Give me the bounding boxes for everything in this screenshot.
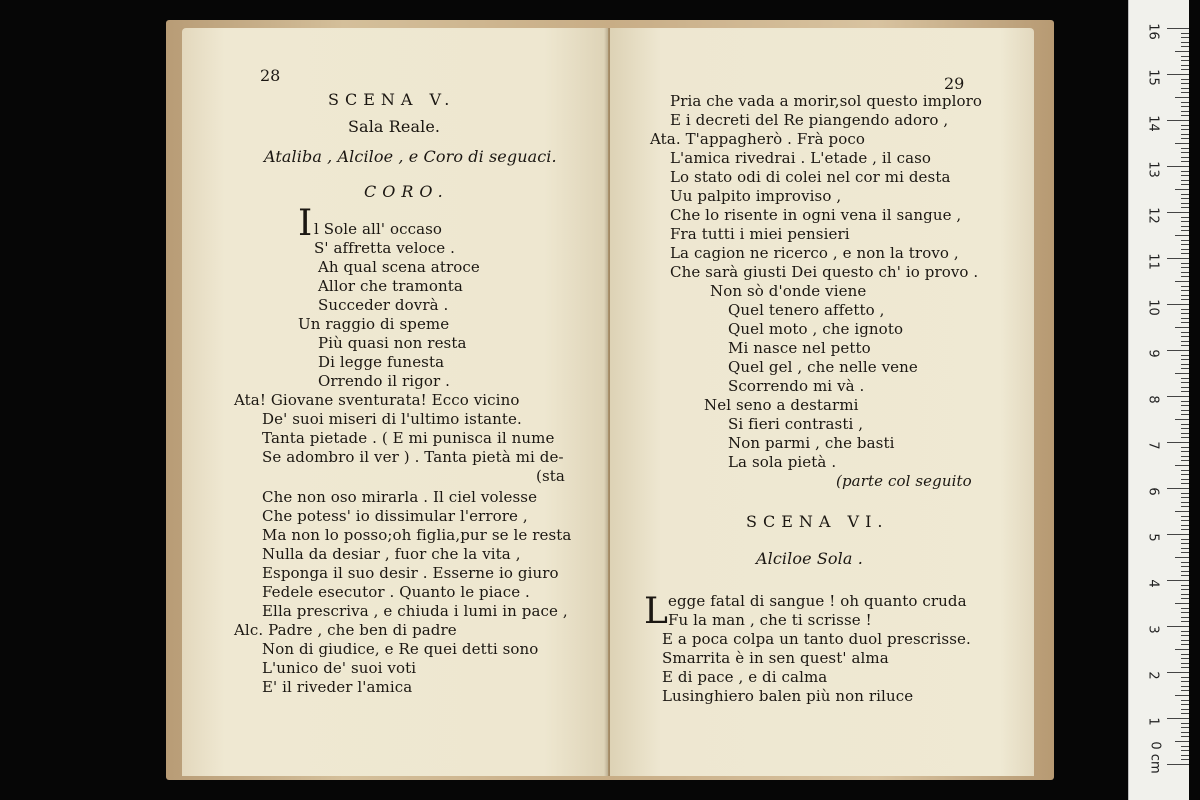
ruler-tick — [1181, 378, 1189, 379]
ruler-tick — [1181, 529, 1189, 530]
ruler-tick — [1181, 37, 1189, 38]
ruler-number: 8 — [1145, 395, 1161, 404]
text-line: Ella prescriva , e chiuda i lumi in pace , — [262, 602, 568, 620]
text-line: Ata! Giovane sventurata! Ecco vicino — [234, 391, 520, 409]
ruler-tick — [1181, 497, 1189, 498]
scene-title: SCENA V. — [328, 90, 456, 109]
ruler-tick — [1181, 33, 1189, 34]
ruler-tick — [1181, 102, 1189, 103]
ruler-tick — [1181, 539, 1189, 540]
ruler-tick — [1181, 267, 1189, 268]
text-line: E a poca colpa un tanto duol prescrisse. — [662, 630, 971, 648]
ruler-tick — [1181, 83, 1189, 84]
ruler-tick — [1181, 750, 1189, 751]
ruler-tick — [1181, 171, 1189, 172]
text-line: S' affretta veloce . — [314, 239, 456, 257]
ruler-tick — [1175, 189, 1189, 190]
ruler-tick — [1181, 401, 1189, 402]
ruler-tick — [1181, 148, 1189, 149]
ruler-tick — [1167, 580, 1189, 581]
ruler-tick — [1181, 612, 1189, 613]
ruler-tick — [1181, 428, 1189, 429]
ruler-tick — [1175, 603, 1189, 604]
scene-characters: Ataliba , Alciloe , e Coro di seguaci. — [264, 147, 557, 166]
ruler-tick — [1181, 65, 1189, 66]
ruler-tick — [1181, 56, 1189, 57]
text-line: Ah qual scena atroce — [318, 258, 480, 276]
text-line: De' suoi miseri di l'ultimo istante. — [262, 410, 522, 428]
ruler-tick — [1181, 129, 1189, 130]
ruler-tick — [1181, 152, 1189, 153]
ruler-tick — [1167, 488, 1189, 489]
text-line: Non parmi , che basti — [728, 434, 895, 452]
ruler-tick — [1175, 51, 1189, 52]
ruler-number: 10 — [1145, 299, 1161, 316]
ruler-tick — [1167, 672, 1189, 673]
ruler-tick — [1181, 451, 1189, 452]
ruler-tick — [1181, 681, 1189, 682]
ruler-tick — [1181, 755, 1189, 756]
ruler-tick — [1181, 635, 1189, 636]
ruler-tick — [1181, 654, 1189, 655]
ruler-tick — [1181, 470, 1189, 471]
ruler-tick — [1181, 217, 1189, 218]
ruler-tick — [1181, 263, 1189, 264]
ruler-tick — [1181, 88, 1189, 89]
text-line: Mi nasce nel petto — [728, 339, 871, 357]
text-line: E di pace , e di calma — [662, 668, 828, 686]
ruler-tick — [1181, 552, 1189, 553]
ruler-tick — [1181, 405, 1189, 406]
right-page — [610, 28, 1034, 776]
ruler-tick — [1181, 424, 1189, 425]
ruler-tick — [1181, 732, 1189, 733]
ruler-tick — [1181, 203, 1189, 204]
ruler-tick — [1181, 460, 1189, 461]
ruler-tick — [1167, 28, 1189, 29]
ruler-number: 5 — [1145, 533, 1161, 542]
text-line: Tanta pietade . ( E mi punisca il nume — [262, 429, 555, 447]
ruler-tick — [1167, 212, 1189, 213]
ruler-tick — [1167, 166, 1189, 167]
ruler-tick — [1167, 534, 1189, 535]
ruler-tick — [1181, 410, 1189, 411]
ruler-tick — [1181, 226, 1189, 227]
ruler-tick — [1181, 575, 1189, 576]
text-line: Alc. Padre , che ben di padre — [234, 621, 457, 639]
ruler-tick — [1181, 493, 1189, 494]
text-line: Quel tenero affetto , — [728, 301, 885, 319]
ruler-tick — [1175, 235, 1189, 236]
ruler-tick — [1181, 571, 1189, 572]
text-line: Che sarà giusti Dei questo ch' io provo . — [670, 263, 979, 281]
ruler-tick — [1167, 258, 1189, 259]
scene-setting: Sala Reale. — [348, 117, 441, 136]
ruler-tick — [1181, 548, 1189, 549]
ruler-tick — [1181, 249, 1189, 250]
ruler-tick — [1181, 727, 1189, 728]
ruler-tick — [1167, 120, 1189, 121]
ruler-tick — [1181, 677, 1189, 678]
ruler-tick — [1175, 97, 1189, 98]
text-line: Nel seno a destarmi — [704, 396, 859, 414]
ruler-tick — [1181, 640, 1189, 641]
text-line: Che lo risente in ogni vena il sangue , — [670, 206, 962, 224]
ruler-tick — [1181, 272, 1189, 273]
text-line: Più quasi non resta — [318, 334, 467, 352]
ruler-number: 0 cm — [1147, 741, 1163, 774]
ruler-tick — [1181, 92, 1189, 93]
ruler-number: 15 — [1145, 69, 1161, 86]
ruler-tick — [1181, 198, 1189, 199]
ruler-tick — [1181, 456, 1189, 457]
ruler-tick — [1181, 433, 1189, 434]
ruler-tick — [1175, 557, 1189, 558]
ruler-tick — [1175, 511, 1189, 512]
page-number: 28 — [260, 66, 281, 85]
text-line: Quel moto , che ignoto — [728, 320, 904, 338]
ruler-tick — [1181, 483, 1189, 484]
text-line: Che potess' io dissimular l'errore , — [262, 507, 528, 525]
ruler-tick — [1181, 713, 1189, 714]
ruler-tick — [1181, 318, 1189, 319]
ruler-tick — [1167, 442, 1189, 443]
ruler-tick — [1181, 502, 1189, 503]
ruler-tick — [1181, 286, 1189, 287]
ruler-tick — [1175, 373, 1189, 374]
ruler-tick — [1175, 143, 1189, 144]
ruler-tick — [1181, 111, 1189, 112]
ruler-tick — [1181, 276, 1189, 277]
ruler-tick — [1181, 290, 1189, 291]
page-number: 29 — [944, 74, 965, 93]
ruler-tick — [1181, 79, 1189, 80]
ruler-tick — [1181, 387, 1189, 388]
text-line: E i decreti del Re piangendo adoro , — [670, 111, 949, 129]
ruler-tick — [1181, 240, 1189, 241]
ruler-tick — [1181, 106, 1189, 107]
ruler-tick — [1181, 359, 1189, 360]
ruler-tick — [1175, 465, 1189, 466]
text-line: L'unico de' suoi voti — [262, 659, 417, 677]
text-line: Uu palpito improviso , — [670, 187, 842, 205]
ruler-number: 13 — [1145, 161, 1161, 178]
ruler-tick — [1181, 658, 1189, 659]
ruler-number: 7 — [1145, 441, 1161, 450]
ruler-tick — [1181, 631, 1189, 632]
ruler-tick — [1181, 355, 1189, 356]
text-line: (sta — [536, 467, 565, 485]
ruler-tick — [1181, 644, 1189, 645]
text-line: Pria che vada a morir,sol questo imploro — [670, 92, 983, 110]
ruler-tick — [1181, 617, 1189, 618]
ruler-tick — [1175, 419, 1189, 420]
ruler-tick — [1181, 253, 1189, 254]
ruler-tick — [1181, 414, 1189, 415]
ruler-tick — [1181, 180, 1189, 181]
ruler-tick — [1181, 525, 1189, 526]
ruler-number: 6 — [1145, 487, 1161, 496]
text-line: Orrendo il rigor . — [318, 372, 451, 390]
ruler-tick — [1181, 663, 1189, 664]
text-line: Allor che tramonta — [318, 277, 463, 295]
ruler-tick — [1167, 304, 1189, 305]
text-line: Smarrita è in sen quest' alma — [662, 649, 889, 667]
ruler-tick — [1181, 391, 1189, 392]
ruler-tick — [1181, 704, 1189, 705]
ruler-tick — [1181, 46, 1189, 47]
ruler-tick — [1181, 736, 1189, 737]
ruler-tick — [1167, 396, 1189, 397]
ruler-tick — [1181, 589, 1189, 590]
ruler-tick — [1181, 474, 1189, 475]
text-line: egge fatal di sangue ! oh quanto cruda — [668, 592, 967, 610]
ruler-tick — [1181, 608, 1189, 609]
ruler-tick — [1175, 281, 1189, 282]
ruler-tick — [1181, 341, 1189, 342]
ruler-tick — [1181, 207, 1189, 208]
ruler-tick — [1181, 723, 1189, 724]
ruler-tick — [1181, 506, 1189, 507]
ruler-number: 12 — [1145, 207, 1161, 224]
text-line: Non sò d'onde viene — [710, 282, 867, 300]
text-line: Un raggio di speme — [298, 315, 450, 333]
ruler-tick — [1181, 479, 1189, 480]
ruler-tick — [1167, 626, 1189, 627]
ruler-number: 9 — [1145, 349, 1161, 358]
scene-setting: Alciloe Sola . — [756, 549, 863, 568]
text-line: Nulla da desiar , fuor che la vita , — [262, 545, 521, 563]
ruler-tick — [1181, 161, 1189, 162]
ruler-tick — [1167, 764, 1189, 765]
ruler-tick — [1181, 60, 1189, 61]
text-line: Ata. T'appagherò . Frà poco — [650, 130, 865, 148]
ruler-tick — [1181, 598, 1189, 599]
ruler-tick — [1181, 437, 1189, 438]
text-line: Non di giudice, e Re quei detti sono — [262, 640, 539, 658]
ruler-tick — [1181, 594, 1189, 595]
ruler-tick — [1181, 221, 1189, 222]
ruler-tick — [1181, 244, 1189, 245]
ruler-tick — [1181, 543, 1189, 544]
ruler-tick — [1181, 42, 1189, 43]
ruler-tick — [1181, 690, 1189, 691]
ruler-number: 3 — [1145, 625, 1161, 634]
text-line: Quel gel , che nelle vene — [728, 358, 918, 376]
text-line: Succeder dovrà . — [318, 296, 449, 314]
ruler-tick — [1181, 520, 1189, 521]
ruler-tick — [1181, 299, 1189, 300]
left-page — [182, 28, 608, 776]
ruler-tick — [1181, 230, 1189, 231]
ruler-tick — [1181, 184, 1189, 185]
drop-cap: L — [644, 591, 668, 632]
ruler-tick — [1181, 709, 1189, 710]
ruler-tick — [1181, 686, 1189, 687]
text-line: Fedele esecutor . Quanto le piace . — [262, 583, 530, 601]
ruler-tick — [1167, 74, 1189, 75]
ruler-tick — [1181, 194, 1189, 195]
text-line: Lusinghiero balen più non riluce — [662, 687, 914, 705]
ruler-tick — [1181, 447, 1189, 448]
ruler-number: 2 — [1145, 671, 1161, 680]
ruler-number: 11 — [1145, 253, 1161, 270]
ruler-tick — [1181, 175, 1189, 176]
ruler-tick — [1181, 364, 1189, 365]
ruler-tick — [1181, 700, 1189, 701]
text-line: Scorrendo mi và . — [728, 377, 865, 395]
ruler-tick — [1181, 562, 1189, 563]
ruler-tick — [1181, 134, 1189, 135]
text-line: Ma non lo posso;oh figlia,pur se le resta — [262, 526, 572, 544]
ruler-tick — [1181, 69, 1189, 70]
ruler-tick — [1181, 746, 1189, 747]
ruler-tick — [1181, 759, 1189, 760]
text-line: (parte col seguito — [836, 472, 972, 490]
ruler-tick — [1181, 345, 1189, 346]
ruler-tick — [1181, 313, 1189, 314]
ruler-tick — [1181, 157, 1189, 158]
text-line: La cagion ne ricerco , e non la trovo , — [670, 244, 959, 262]
text-line: Fra tutti i miei pensieri — [670, 225, 850, 243]
ruler-tick — [1181, 115, 1189, 116]
ruler-tick — [1181, 585, 1189, 586]
measuring-ruler — [1128, 0, 1189, 800]
ruler-number: 16 — [1145, 23, 1161, 40]
ruler-tick — [1181, 138, 1189, 139]
ruler-tick — [1175, 695, 1189, 696]
ruler-tick — [1181, 125, 1189, 126]
ruler-tick — [1175, 741, 1189, 742]
text-line: l Sole all' occaso — [314, 220, 443, 238]
ruler-tick — [1181, 332, 1189, 333]
text-line: La sola pietà . — [728, 453, 837, 471]
text-line: Se adombro il ver ) . Tanta pietà mi de- — [262, 448, 564, 466]
ruler-tick — [1181, 309, 1189, 310]
chorus-heading: CORO. — [364, 182, 449, 201]
text-line: L'amica rivedrai . L'etade , il caso — [670, 149, 932, 167]
ruler-tick — [1175, 649, 1189, 650]
text-line: Si fieri contrasti , — [728, 415, 864, 433]
text-line: Che non oso mirarla . Il ciel volesse — [262, 488, 538, 506]
ruler-number: 14 — [1145, 115, 1161, 132]
ruler-tick — [1181, 516, 1189, 517]
ruler-tick — [1181, 382, 1189, 383]
ruler-tick — [1181, 667, 1189, 668]
ruler-tick — [1175, 327, 1189, 328]
ruler-number: 4 — [1145, 579, 1161, 588]
text-line: E' il riveder l'amica — [262, 678, 413, 696]
text-line: Esponga il suo desir . Esserne io giuro — [262, 564, 559, 582]
ruler-tick — [1181, 322, 1189, 323]
scene-title: SCENA VI. — [746, 512, 889, 531]
ruler-tick — [1181, 368, 1189, 369]
ruler-tick — [1167, 718, 1189, 719]
drop-cap: I — [298, 203, 313, 244]
ruler-tick — [1167, 350, 1189, 351]
text-line: Di legge funesta — [318, 353, 445, 371]
ruler-tick — [1181, 295, 1189, 296]
ruler-tick — [1181, 621, 1189, 622]
text-line: Fu la man , che ti scrisse ! — [668, 611, 872, 629]
text-line: Lo stato odi di colei nel cor mi desta — [670, 168, 951, 186]
ruler-tick — [1181, 566, 1189, 567]
ruler-number: 1 — [1145, 717, 1161, 726]
ruler-tick — [1181, 336, 1189, 337]
